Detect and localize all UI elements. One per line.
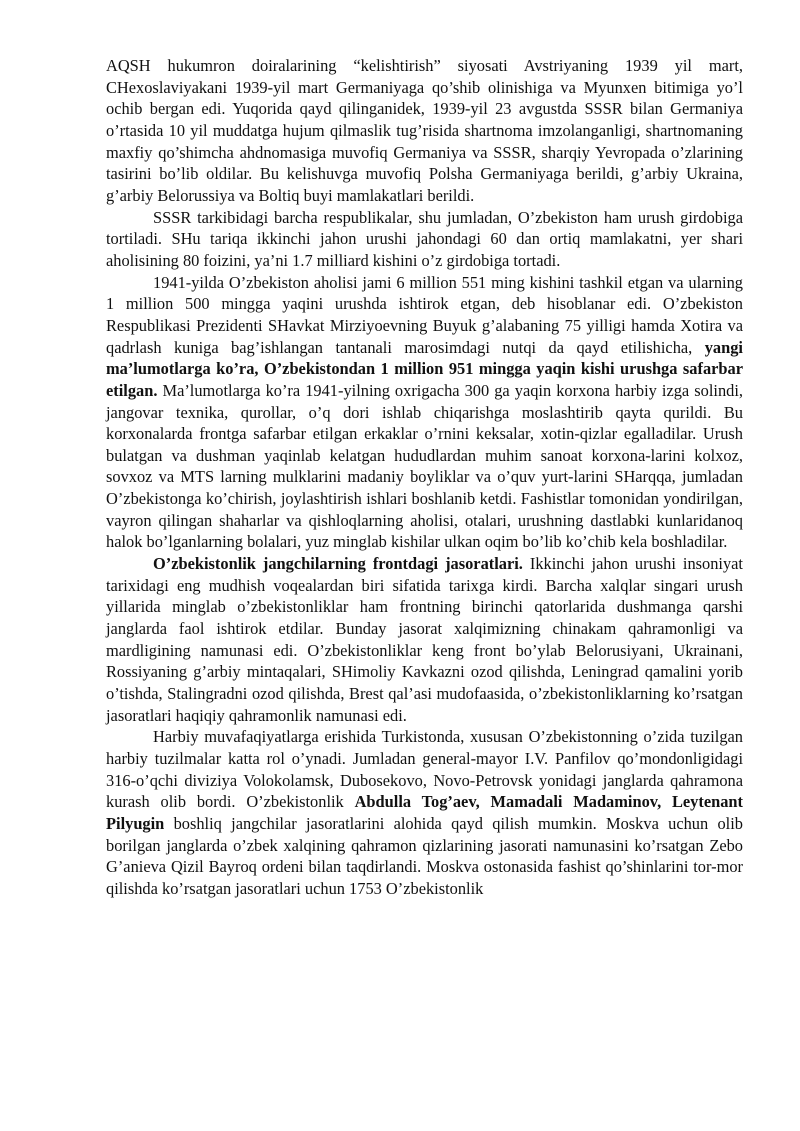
paragraph-2: [106, 207, 743, 272]
paragraph-5-text-b: boshliq jangchilar jasoratlarini alohida qayd qilish mumkin. Moskva uchun olib borilgan janglarda o’zbek xalqining qahramon qizlarining jasorati namunasini ko’rsatgan Zebo G’anieva Qizil Bayroq ordeni bilan taqdirlandi. Moskva ostonasida fashist qo’shinlarini tor-mor qilishda ko’rsatgan jasoratlari uchun 1753 O’zbekistonlik: [106, 813, 743, 898]
paragraph-5-text-a: Harbiy muvafaqiyatlarga erishida Turkistonda, xususan O’zbekistonning o’zida tuzilgan harbiy tuzilmalar katta rol o’ynadi. Jumladan general-mayor I.V. Panfilov qo’mondonligidagi 316-o’qchi diviziya Volokolamsk, Dubosekovo, Novo-Petrovsk yonidagi janglarda qahramona kurash olib bordi. O’zbekistonlik: [106, 727, 743, 812]
paragraph-3-text-b: Ma’lumotlarga ko’ra 1941-yilning oxrigacha 300 ga yaqin korxona harbiy izga solindi, jangovar texnika, qurollar, o’q dori ishlab chiqarishga moslashtirib qayta qurildi. Bu korxonalarda frontga safarbar etilgan erkaklar o’rnini keksalar, xotin-qizlar egalladilar. Urush bulatgan va dushman yaqinlab kelatgan hududlardan muhim sanoat korxona-larini kolxoz, sovxoz va MTS larning mulklarini madaniy boyliklar va o’quv yurt-larini SHarqqa, jumladan O’zbekistonga ko’chirish, joylashtirish ishlari boshlanib ketdi. Fashistlar tomonidan yondirilgan, vayron qilingan shaharlar va qishloqlarning aholisi, otalari, urushning dastlabki kunlaridanoq halok bo’lganlarning bolalari, yuz minglab kishilar ulkan oqim bo’lib ko’chib kela boshladilar.: [106, 380, 743, 552]
paragraph-5-bold-names: Abdulla Tog’aev, Mamadali Madaminov, Leytenant Pilyugin: [106, 792, 743, 833]
paragraph-4: [106, 553, 743, 726]
paragraph-3-text-a: 1941-yilda O’zbekiston aholisi jami 6 million 551 ming kishini tashkil etgan va ularning 1 million 500 mingga yaqini urushda ishtirok etgan, deb hisoblanar edi. O’zbekiston Respublikasi Prezidenti SHavkat Mirziyoevning Buyuk g’alabaning 75 yilligi hamda Xotira va qadrlash kuniga bag’ishlangan tantanali marosimdagi nutqi da qayd etilishicha,: [106, 272, 743, 357]
section-heading-inline: O’zbekistonlik jangchilarning frontdagi jasoratlari.: [153, 554, 523, 574]
paragraph-1: [106, 55, 743, 207]
paragraph-1-text: AQSH hukumron doiralarining “kelishtirish” siyosati Avstriyaning 1939 yil mart, CHexoslaviyakani 1939-yil mart Germaniyaga qo’shib olinishiga va Myunxen bitimiga yo’l ochib bergan edi. Yuqorida qayd qilinganidek, 1939-yil 23 avgustda SSSR bilan Germaniya o’rtasida 10 yil muddatga hujum qilmaslik tug’risida shartnoma imzolanganligi, shartnomaning maxfiy qo’shimcha ahdnomasiga muvofiq Germaniya va SSSR, sharqiy Yevropada o’zlarining tasirini bo’lib oldilar. Bu kelishuvga muvofiq Polsha Germaniyaga berildi, g’arbiy Ukraina, g’arbiy Belorussiya va Boltiq buyi mamlakatlari berildi.: [106, 56, 743, 205]
paragraph-3-bold-statistic: yangi ma’lumotlarga ko’ra, O’zbekistondan 1 million 951 mingga yaqin kishi urushga safarbar etilgan.: [106, 337, 743, 400]
document-page: [106, 55, 743, 900]
paragraph-4-text: Ikkinchi jahon urushi insoniyat tarixidagi eng mudhish voqealardan biri sifatida tarixga kirdi. Barcha xalqlar singari urush yillarida minglab o’zbekistonliklar ham frontning birinchi qatorlarida dushmanga qarshi janglarda faol ishtirok etdilar. Bunday jasorat xalqimizning chinakam qahramonligi va mardligining namunasi edi. O’zbekistonliklar keng front bo’ylab Belorusiyani, Ukrainani, Rossiyaning g’arbiy mintaqalari, SHimoliy Kavkazni ozod qilishda, Leningrad qamalini yorib o’tishda, Stalingradni ozod qilishda, Brest qal’asi mudofaasida, o’zbekistonliklarning ko’rsatgan jasoratlari haqiqiy qahramonlik namunasi edi.: [106, 554, 743, 725]
paragraph-3: [106, 272, 743, 554]
paragraph-5: [106, 726, 743, 899]
paragraph-2-text: SSSR tarkibidagi barcha respublikalar, shu jumladan, O’zbekiston ham urush girdobiga tortiladi. SHu tariqa ikkinchi jahon urushi jahondagi 60 dan ortiq mamlakatni, yer shari aholisining 80 foizini, ya’ni 1.7 milliard kishini o’z girdobiga tortadi.: [106, 207, 743, 270]
